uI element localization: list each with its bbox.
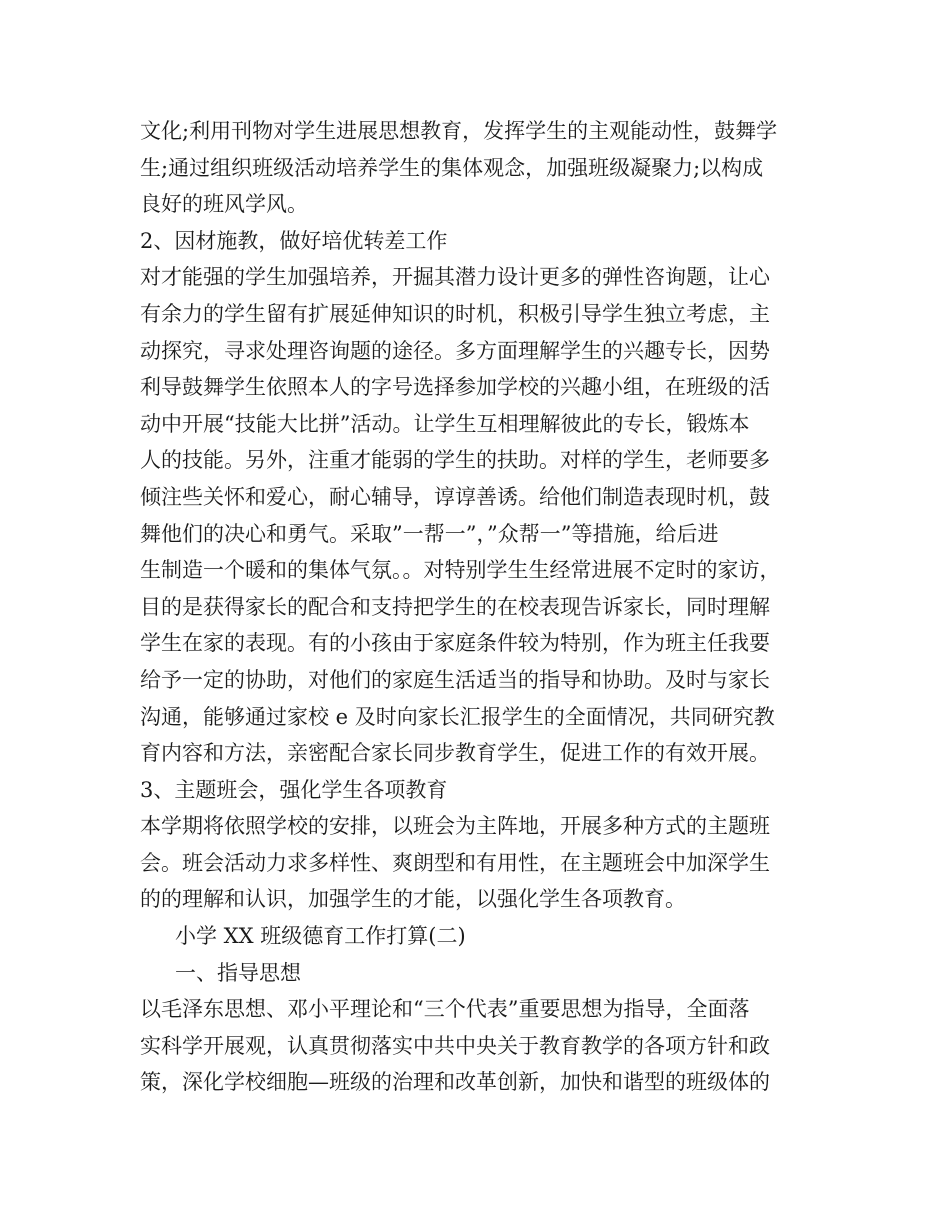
text-line: 对才能强的学生加强培养，开掘其潜力设计更多的弹性咨询题，让心 <box>140 265 770 290</box>
text-line: 一、指导思想 <box>175 960 301 985</box>
text-line: 良好的班风学风。 <box>140 192 308 217</box>
document-body <box>140 113 830 1101</box>
text-line: 的的理解和认识，加强学生的才能，以强化学生各项教育。 <box>140 887 686 912</box>
text-line: 沟通，能够通过家校 e 及时向家长汇报学生的全面情况，共同研究教 <box>140 704 775 729</box>
text-line: 策，深化学校细胞—班级的治理和改革创新，加快和谐型的班级体的 <box>140 1070 770 1095</box>
text-line: 目的是获得家长的配合和支持把学生的在校表现告诉家长，同时理解 <box>140 594 770 619</box>
text-line: 3、主题班会，强化学生各项教育 <box>140 777 448 802</box>
text-line: 本学期将依照学校的安排，以班会为主阵地，开展多种方式的主题班 <box>140 814 770 839</box>
text-line: 文化;利用刊物对学生进展思想教育，发挥学生的主观能动性，鼓舞学 <box>140 119 778 143</box>
text-line: 倾注些关怀和爱心，耐心辅导，谆谆善诱。给他们制造表现时机，鼓 <box>140 484 770 509</box>
text-line: 以毛泽东思想、邓小平理论和“三个代表”重要思想为指导，全面落 <box>140 997 750 1022</box>
text-line: 动探究，寻求处理咨询题的途径。多方面理解学生的兴趣专长，因势 <box>140 338 770 363</box>
text-line: 生制造一个暖和的集体气氛。。对特别学生生经常进展不定时的家访， <box>140 558 781 583</box>
text-line: 学生在家的表现。有的小孩由于家庭条件较为特别，作为班主任我要 <box>140 631 770 656</box>
text-line: 2、因材施教，做好培优转差工作 <box>140 228 448 253</box>
text-line: 利导鼓舞学生依照本人的字号选择参加学校的兴趣小组，在班级的活 <box>140 375 770 400</box>
text-line: 给予一定的协助，对他们的家庭生活适当的指导和协助。及时与家长 <box>140 667 770 692</box>
text-line: 育内容和方法，亲密配合家长同步教育学生，促进工作的有效开展。 <box>140 741 770 766</box>
text-line: 生;通过组织班级活动培养学生的集体观念，加强班级凝聚力;以构成 <box>140 155 764 180</box>
text-line: 人的技能。另外，注重才能弱的学生的扶助。对样的学生，老师要多 <box>140 448 770 473</box>
text-line: 实科学开展观，认真贯彻落实中共中央关于教育教学的各项方针和政 <box>140 1033 770 1058</box>
text-line: 会。班会活动力求多样性、爽朗型和有用性，在主题班会中加深学生 <box>140 850 770 875</box>
text-line: 小学 XX 班级德育工作打算(二) <box>175 924 466 949</box>
text-line: 舞他们的决心和勇气。采取”一帮一”，”众帮一”等措施，给后进 <box>140 521 719 546</box>
text-line: 有余力的学生留有扩展延伸知识的时机，积极引导学生独立考虑，主 <box>140 301 770 326</box>
text-line: 动中开展“技能大比拼”活动。让学生互相理解彼此的专长，锻炼本 <box>140 411 750 436</box>
